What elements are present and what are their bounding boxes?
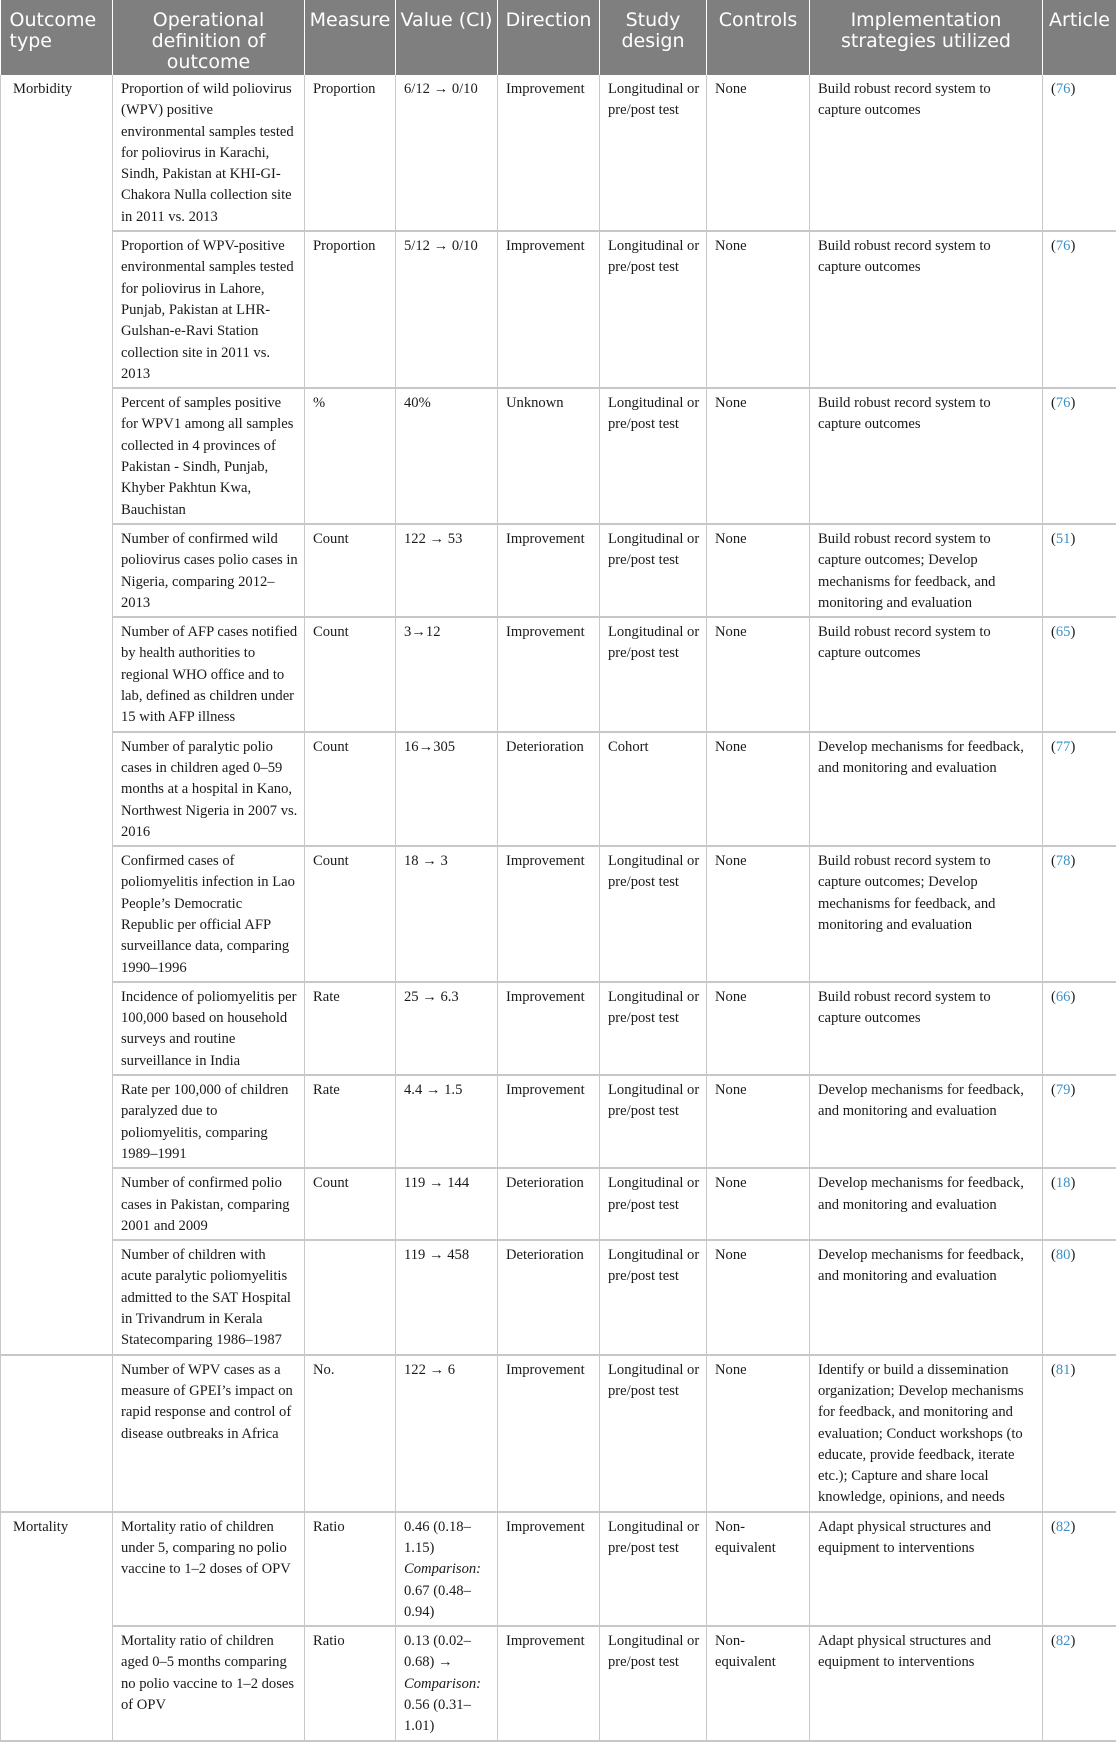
direction-cell: Improvement [498,1626,600,1740]
definition-cell: Number of children with acute paralytic poliomyelitis admitted to the SAT Hospital in Trivandrum in Kerala Statecomparing 1986–1987 [113,1240,305,1354]
direction-cell: Deterioration [498,1168,600,1240]
table-row [1,1626,1116,1740]
article-cell [1043,524,1116,617]
definition-cell: Confirmed cases of poliomyelitis infection in Lao People’s Democratic Republic per official AFP surveillance data, comparing 1990–1996 [113,846,305,982]
open-paren: ( [1051,738,1056,755]
value-text: 119 → 458 [404,1247,470,1264]
close-paren: ) [1070,853,1076,870]
value-cell [396,1240,498,1354]
controls-cell: None [707,75,810,231]
definition-cell: Mortality ratio of children aged 0–5 months comparing no polio vaccine to 1–2 doses of OPV [113,1626,305,1740]
article-reference-link[interactable]: 66 [1055,988,1071,1005]
value-cell [396,231,498,388]
open-paren: ( [1051,988,1056,1005]
article-cell [1043,982,1116,1075]
direction-cell: Improvement [498,1355,600,1512]
open-paren: ( [1051,238,1056,255]
strategies-cell: Adapt physical structures and equipment to interventions [810,1512,1043,1626]
header-study-design: Study design [600,0,707,75]
article-reference-link[interactable]: 81 [1055,1361,1071,1378]
direction-cell: Improvement [498,1512,600,1626]
study-design-cell: Longitudinal or pre/post test [600,1075,707,1168]
close-paren: ) [1070,988,1076,1005]
article-reference-link[interactable]: 51 [1055,530,1071,547]
study-design-cell: Longitudinal or pre/post test [600,982,707,1075]
value-text: 122 → 6 [404,1361,456,1378]
table-header-row [1,0,1116,75]
study-design-cell: Longitudinal or pre/post test [600,1512,707,1626]
article-cell [1043,617,1116,731]
value-cell [396,1626,498,1740]
open-paren: ( [1051,1082,1056,1099]
open-paren: ( [1051,81,1056,97]
close-paren: ) [1070,1518,1076,1535]
controls-cell: None [707,1168,810,1240]
article-reference-link[interactable]: 18 [1055,1175,1071,1192]
measure-cell: Count [305,524,396,617]
article-cell [1043,231,1116,388]
value-cell [396,1075,498,1168]
open-paren: ( [1051,1247,1056,1264]
table-row [1,1355,1116,1512]
article-reference-link[interactable]: 76 [1055,238,1071,255]
article-reference-link[interactable]: 76 [1055,81,1071,97]
close-paren: ) [1070,1082,1076,1099]
table-row [1,1075,1116,1168]
strategies-cell: Build robust record system to capture outcomes [810,617,1043,731]
open-paren: ( [1051,530,1056,547]
open-paren: ( [1051,395,1056,412]
study-design-cell: Longitudinal or pre/post test [600,75,707,231]
value-text: 0.46 (0.18–1.15) [404,1518,471,1556]
definition-cell: Incidence of poliomyelitis per 100,000 based on household surveys and routine surveillance in India [113,982,305,1075]
table-row [1,1240,1116,1354]
definition-cell: Rate per 100,000 of children paralyzed due to poliomyelitis, comparing 1989–1991 [113,1075,305,1168]
open-paren: ( [1051,853,1056,870]
value-text: 25 → 6.3 [404,988,459,1005]
measure-cell: Proportion [305,75,396,231]
definition-cell: Number of paralytic polio cases in children aged 0–59 months at a hospital in Kano, Northwest Nigeria in 2007 vs. 2016 [113,732,305,846]
value-text: 122 → 53 [404,530,463,547]
close-paren: ) [1070,238,1076,255]
controls-cell: None [707,1075,810,1168]
open-paren: ( [1051,624,1056,641]
direction-cell: Improvement [498,75,600,231]
study-design-cell: Longitudinal or pre/post test [600,1626,707,1740]
header-measure: Measure [305,0,396,75]
article-cell [1043,1626,1116,1740]
controls-cell: None [707,732,810,846]
header-article: Article [1043,0,1116,75]
strategies-cell: Build robust record system to capture outcomes; Develop mechanisms for feedback, and monitoring and evaluation [810,846,1043,982]
controls-cell: None [707,524,810,617]
strategies-cell: Adapt physical structures and equipment to interventions [810,1626,1043,1740]
strategies-cell: Develop mechanisms for feedback, and monitoring and evaluation [810,1075,1043,1168]
value-text: 6/12 → 0/10 [404,81,478,97]
article-reference-link[interactable]: 79 [1055,1082,1071,1099]
controls-cell: Non-equivalent [707,1626,810,1740]
definition-cell: Number of confirmed wild poliovirus cases polio cases in Nigeria, comparing 2012–2013 [113,524,305,617]
measure-cell: Count [305,846,396,982]
strategies-cell: Build robust record system to capture outcomes [810,231,1043,388]
value-text: 40% [404,395,431,412]
value-cell [396,1512,498,1626]
definition-cell: Proportion of WPV-positive environmental samples tested for poliovirus in Lahore, Punjab, Pakistan at LHR-Gulshan-e-Ravi Station collection site in 2011 vs. 2013 [113,231,305,388]
article-cell [1043,732,1116,846]
value-cell [396,846,498,982]
close-paren: ) [1070,81,1076,97]
direction-cell: Improvement [498,617,600,731]
header-controls: Controls [707,0,810,75]
header-implementation-strategies: Implementation strategies utilized [810,0,1043,75]
table-row [1,732,1116,846]
open-paren: ( [1051,1518,1056,1535]
value-cell [396,617,498,731]
controls-cell: None [707,846,810,982]
header-direction: Direction [498,0,600,75]
controls-cell: None [707,1240,810,1354]
value-text: 16→305 [404,738,456,755]
header-operational-definition: Operational definition of outcome [113,0,305,75]
close-paren: ) [1070,738,1076,755]
comparison-value: 0.56 (0.31–1.01) [404,1697,471,1735]
table-row [1,75,1116,231]
study-design-cell: Longitudinal or pre/post test [600,617,707,731]
value-cell [396,982,498,1075]
controls-cell: None [707,388,810,524]
controls-cell: None [707,1355,810,1512]
value-cell [396,1168,498,1240]
strategies-cell: Build robust record system to capture outcomes [810,982,1043,1075]
table-row [1,846,1116,982]
strategies-cell: Develop mechanisms for feedback, and monitoring and evaluation [810,1168,1043,1240]
direction-cell: Deterioration [498,732,600,846]
comparison-label: Comparison: [404,1561,482,1578]
table-row [1,231,1116,388]
definition-cell: Percent of samples positive for WPV1 among all samples collected in 4 provinces of Pakistan - Sindh, Punjab, Khyber Pakhtun Kwa, Bauchistan [113,388,305,524]
study-design-cell: Longitudinal or pre/post test [600,846,707,982]
table-row [1,617,1116,731]
header-value-ci: Value (CI) [396,0,498,75]
direction-cell: Unknown [498,388,600,524]
direction-cell: Improvement [498,1075,600,1168]
article-reference-link[interactable]: 77 [1055,738,1071,755]
open-paren: ( [1051,1633,1056,1650]
direction-cell: Improvement [498,846,600,982]
strategies-cell: Build robust record system to capture outcomes [810,388,1043,524]
measure-cell: Count [305,617,396,731]
measure-cell: Ratio [305,1626,396,1740]
open-paren: ( [1051,1175,1056,1192]
measure-cell: Count [305,1168,396,1240]
value-cell [396,524,498,617]
article-reference-link[interactable]: 76 [1055,395,1071,412]
measure-cell: % [305,388,396,524]
strategies-cell: Identify or build a dissemination organization; Develop mechanisms for feedback, and monitoring and evaluation; Conduct workshops (to educate, provide feedback, iterate etc.); Capture and share local knowledge, opinions, and needs [810,1355,1043,1512]
definition-cell: Mortality ratio of children under 5, comparing no polio vaccine to 1–2 doses of OPV [113,1512,305,1626]
article-cell [1043,1075,1116,1168]
article-reference-link[interactable]: 82 [1055,1633,1071,1650]
table-row [1,1512,1116,1626]
measure-cell: Proportion [305,231,396,388]
outcome-type-cell: Morbidity [1,75,113,1355]
study-design-cell: Longitudinal or pre/post test [600,1240,707,1354]
outcome-type-cell: Mortality [1,1512,113,1741]
value-text: 3→12 [404,624,441,641]
definition-cell: Number of confirmed polio cases in Pakistan, comparing 2001 and 2009 [113,1168,305,1240]
controls-cell: None [707,617,810,731]
study-design-cell: Longitudinal or pre/post test [600,388,707,524]
close-paren: ) [1070,1633,1076,1650]
value-cell [396,732,498,846]
close-paren: ) [1070,395,1076,412]
article-cell [1043,1240,1116,1354]
outcome-type-cell [1,1355,113,1512]
article-cell [1043,846,1116,982]
definition-cell: Number of AFP cases notified by health authorities to regional WHO office and to lab, defined as children under 15 with AFP illness [113,617,305,731]
close-paren: ) [1070,624,1076,641]
value-cell [396,75,498,231]
table-body [1,75,1116,1741]
close-paren: ) [1070,1175,1076,1192]
direction-cell: Improvement [498,524,600,617]
direction-cell: Deterioration [498,1240,600,1354]
value-text: 18 → 3 [404,853,448,870]
study-design-cell: Cohort [600,732,707,846]
measure-cell: Rate [305,982,396,1075]
comparison-value: 0.67 (0.48–0.94) [404,1582,471,1620]
measure-cell: No. [305,1355,396,1512]
strategies-cell: Build robust record system to capture outcomes; Develop mechanisms for feedback, and monitoring and evaluation [810,524,1043,617]
table-row [1,524,1116,617]
article-cell [1043,388,1116,524]
controls-cell: None [707,982,810,1075]
comparison-label: Comparison: [404,1675,482,1692]
close-paren: ) [1070,530,1076,547]
measure-cell [305,1240,396,1354]
strategies-cell: Develop mechanisms for feedback, and monitoring and evaluation [810,1240,1043,1354]
study-design-cell: Longitudinal or pre/post test [600,1168,707,1240]
measure-cell: Count [305,732,396,846]
definition-cell: Number of WPV cases as a measure of GPEI’s impact on rapid response and control of disease outbreaks in Africa [113,1355,305,1512]
study-design-cell: Longitudinal or pre/post test [600,524,707,617]
direction-cell: Improvement [498,982,600,1075]
article-cell [1043,1512,1116,1626]
article-reference-link[interactable]: 78 [1055,853,1071,870]
measure-cell: Rate [305,1075,396,1168]
article-cell [1043,75,1116,231]
strategies-cell: Develop mechanisms for feedback, and monitoring and evaluation [810,732,1043,846]
definition-cell: Proportion of wild poliovirus (WPV) positive environmental samples tested for poliovirus in Karachi, Sindh, Pakistan at KHI-GI-Chakora Nulla collection site in 2011 vs. 2013 [113,75,305,231]
value-cell [396,1355,498,1512]
strategies-cell: Build robust record system to capture outcomes [810,75,1043,231]
article-cell [1043,1355,1116,1512]
article-reference-link[interactable]: 82 [1055,1518,1071,1535]
direction-cell: Improvement [498,231,600,388]
study-design-cell: Longitudinal or pre/post test [600,231,707,388]
study-design-cell: Longitudinal or pre/post test [600,1355,707,1512]
close-paren: ) [1070,1361,1076,1378]
measure-cell: Ratio [305,1512,396,1626]
open-paren: ( [1051,1361,1056,1378]
table-row [1,982,1116,1075]
close-paren: ) [1070,1247,1076,1264]
table-row [1,1168,1116,1240]
header-outcome-type: Outcome type [1,0,113,75]
value-text: 5/12 → 0/10 [404,238,478,255]
controls-cell: Non-equivalent [707,1512,810,1626]
value-text: 0.13 (0.02–0.68) → [404,1633,471,1671]
article-reference-link[interactable]: 80 [1055,1247,1071,1264]
controls-cell: None [707,231,810,388]
article-cell [1043,1168,1116,1240]
article-reference-link[interactable]: 65 [1055,624,1071,641]
value-text: 119 → 144 [404,1175,470,1192]
table-row [1,388,1116,524]
value-cell [396,388,498,524]
value-text: 4.4 → 1.5 [404,1082,463,1099]
